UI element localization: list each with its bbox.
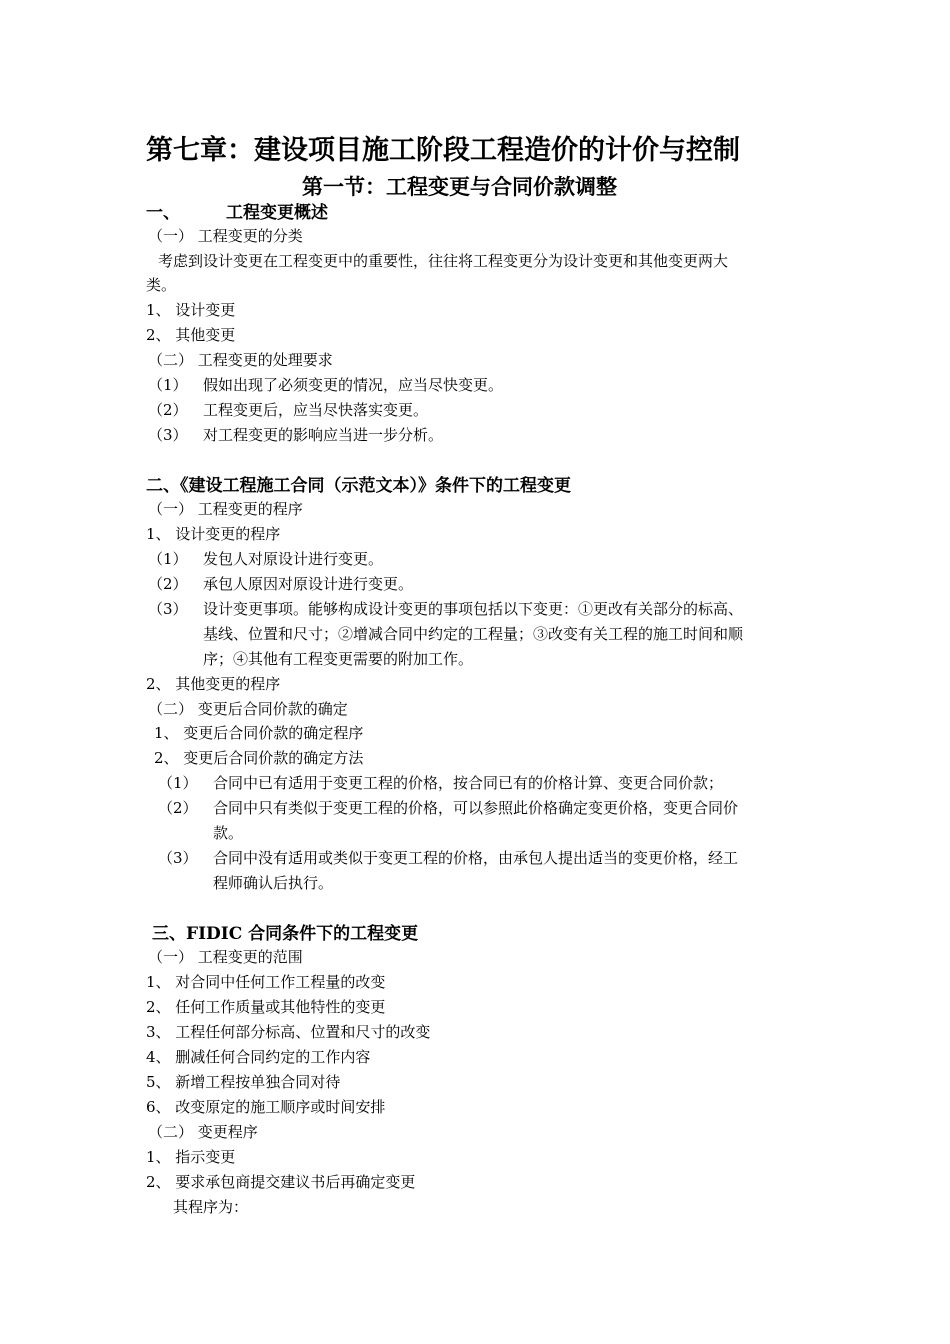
s2-item2: 2、 其他变更的程序 [146,675,281,693]
s2-sub2-item2: 2、 变更后合同价款的确定方法 [154,749,364,767]
method-num: （1） [158,774,198,792]
s3-proc-2: 2、 要求承包商提交建议书后再确定变更 [146,1173,416,1191]
s2-sub2-item1: 1、 变更后合同价款的确定程序 [154,724,364,742]
s2-sub2: （二） 变更后合同价款的确定 [148,700,348,718]
s1-item1: 1、 设计变更 [146,301,236,319]
s3-tail: 其程序为： [173,1198,249,1216]
method-text: 合同中已有适用于变更工程的价格，按合同已有的价格计算、变更合同价款； [213,774,724,792]
s2-step-3-line2: 基线、位置和尺寸；②增减合同中约定的工程量；③改变有关工程的施工时间和顺 [203,625,744,643]
s3-heading: 三、FIDIC 合同条件下的工程变更 [152,924,419,944]
step-text: 设计变更事项。能够构成设计变更的事项包括以下变更：①更改有关部分的标高、 [203,600,744,618]
req-text: 工程变更后，应当尽快落实变更。 [203,401,429,419]
s3-scope-5: 5、 新增工程按单独合同对待 [146,1073,341,1091]
method-num: （2） [158,799,198,817]
s2-heading: 二、《建设工程施工合同（示范文本）》条件下的工程变更 [146,476,571,496]
s3-scope-6: 6、 改变原定的施工顺序或时间安排 [146,1098,386,1116]
s1-sub1: （一） 工程变更的分类 [148,227,303,245]
s3-scope-1: 1、 对合同中任何工作工程量的改变 [146,973,386,991]
s2-method-2-line2: 款。 [213,824,244,842]
step-num: （1） [148,550,188,568]
method-text: 合同中没有适用或类似于变更工程的价格，由承包人提出适当的变更价格，经工 [213,849,739,867]
step-num: （3） [148,600,188,618]
s1-heading-num: 一、 [146,203,180,223]
s2-step-3-line3: 序；④其他有工程变更需要的附加工作。 [203,650,474,668]
req-num: （2） [148,401,188,419]
s2-sub1: （一） 工程变更的程序 [148,500,303,518]
req-num: （1） [148,376,188,394]
s3-scope-3: 3、 工程任何部分标高、位置和尺寸的改变 [146,1023,431,1041]
s1-heading-text: 工程变更概述 [226,203,328,223]
s1-sub2: （二） 工程变更的处理要求 [148,351,333,369]
s2-item1: 1、 设计变更的程序 [146,525,281,543]
s3-scope-4: 4、 删减任何合同约定的工作内容 [146,1048,371,1066]
s1-heading [146,201,328,225]
s1-item2: 2、 其他变更 [146,326,236,344]
s2-method-3-line2: 程师确认后执行。 [213,874,334,892]
step-text: 承包人原因对原设计进行变更。 [203,575,414,593]
section-title: 第一节：工程变更与合同价款调整 [302,174,617,199]
s3-sub2: （二） 变更程序 [148,1123,258,1141]
req-text: 假如出现了必须变更的情况，应当尽快变更。 [203,376,504,394]
s3-proc-1: 1、 指示变更 [146,1148,236,1166]
s1-para-line1: 考虑到设计变更在工程变更中的重要性，往往将工程变更分为设计变更和其他变更两大 [158,252,729,270]
req-num: （3） [148,426,188,444]
step-num: （2） [148,575,188,593]
s1-para-line2: 类。 [146,276,177,294]
step-text: 发包人对原设计进行变更。 [203,550,384,568]
method-text: 合同中只有类似于变更工程的价格，可以参照此价格确定变更价格，变更合同价 [213,799,739,817]
chapter-title: 第七章：建设项目施工阶段工程造价的计价与控制 [146,135,740,166]
method-num: （3） [158,849,198,867]
s3-sub1: （一） 工程变更的范围 [148,948,303,966]
req-text: 对工程变更的影响应当进一步分析。 [203,426,444,444]
s3-scope-2: 2、 任何工作质量或其他特性的变更 [146,998,386,1016]
